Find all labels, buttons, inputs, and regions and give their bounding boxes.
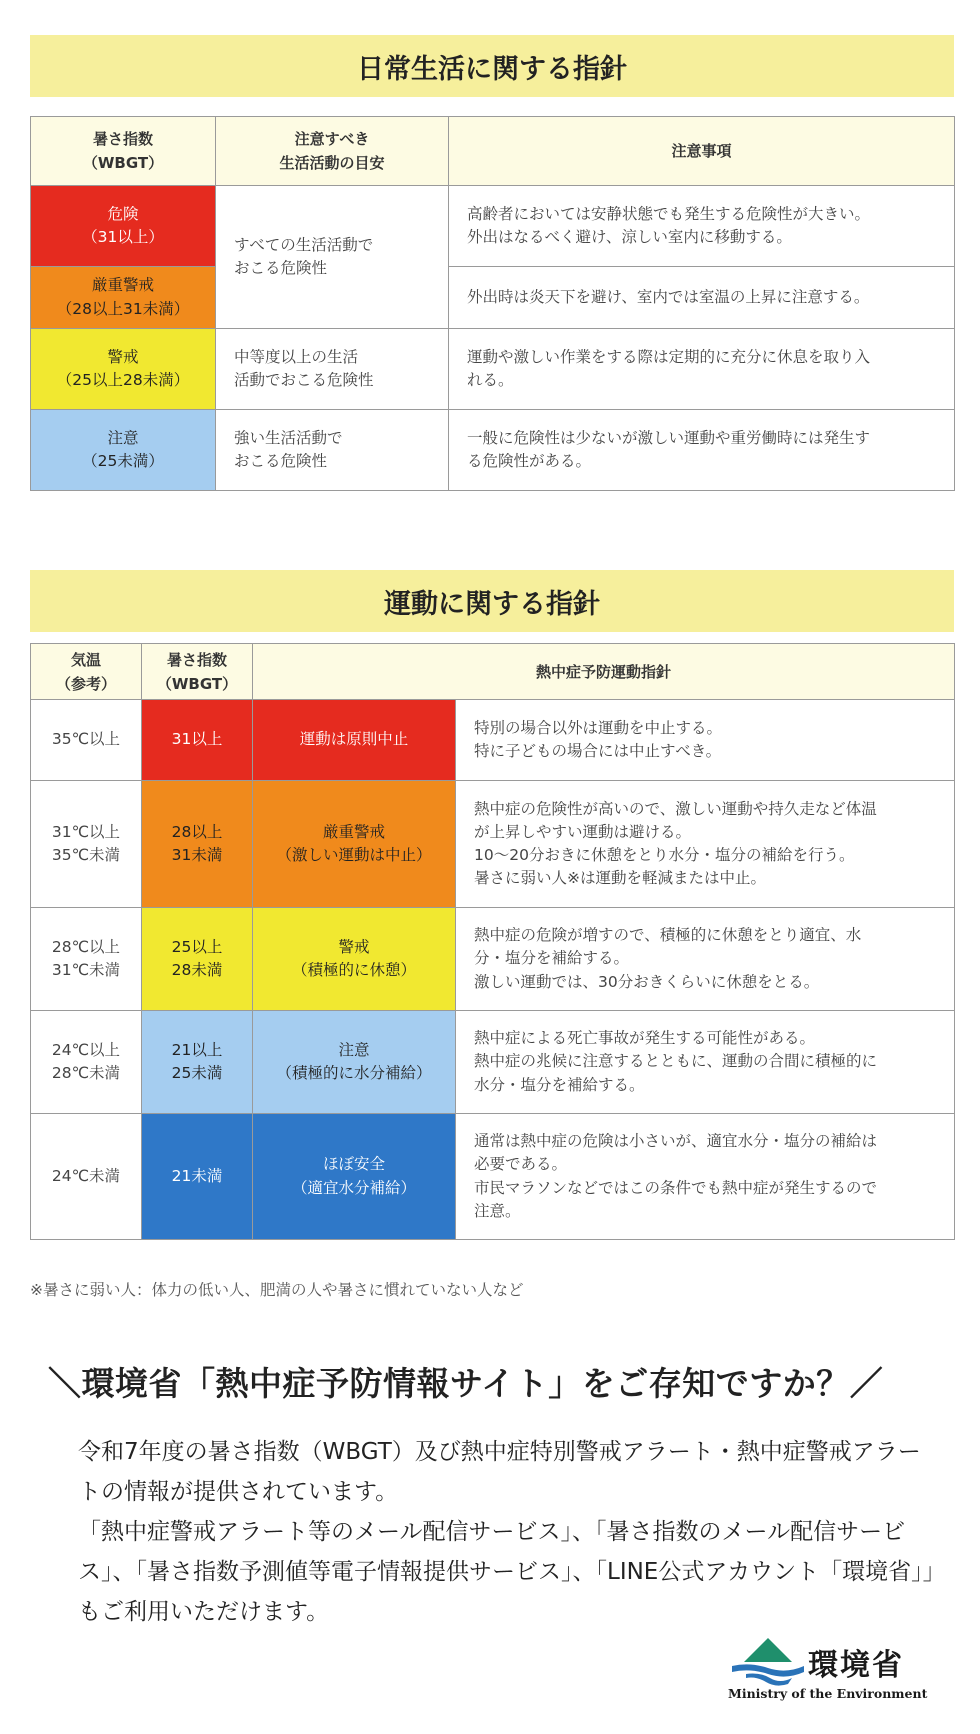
- temp-cell: 24℃以上 28℃未満: [31, 1011, 142, 1114]
- table-row: [31, 267, 955, 329]
- wbgt-cell: 21未満: [142, 1114, 253, 1240]
- table-row: [31, 1011, 955, 1114]
- table-row: [31, 329, 955, 410]
- table-row: [31, 1114, 955, 1240]
- table-row: [31, 186, 955, 267]
- note-cell: 特別の場合以外は運動を中止する。 特に子どもの場合には中止すべき。: [456, 700, 955, 781]
- note-cell: 熱中症の危険が増すので、積極的に休憩をとり適宜、水 分・塩分を補給する。 激しい運動では、30分おきくらいに休憩をとる。: [456, 908, 955, 1011]
- ministry-emblem-icon: [728, 1636, 808, 1688]
- note-cell: 通常は熱中症の危険は小さいが、適宜水分・塩分の補給は 必要である。 市民マラソンなどではこの条件でも熱中症が発生するので 注意。: [456, 1114, 955, 1240]
- daily-guideline-table: [30, 116, 955, 491]
- activity-cell: 強い生活活動で おこる危険性: [216, 410, 449, 491]
- activity-cell: すべての生活活動で おこる危険性: [216, 186, 449, 329]
- note-cell: 熱中症の危険性が高いので、激しい運動や持久走など体温 が上昇しやすい運動は避ける。 10～20分おきに休憩をとり水分・塩分の補給を行う。 暑さに弱い人※は運動を軽減または中止。: [456, 781, 955, 908]
- header-activity: 注意すべき 生活活動の目安: [216, 117, 449, 186]
- level-safe: ほぼ安全 （適宜水分補給）: [253, 1114, 456, 1240]
- table-row: [31, 908, 955, 1011]
- level-warning: 警戒 （積極的に休憩）: [253, 908, 456, 1011]
- table-row: [31, 700, 955, 781]
- ministry-name-en: Ministry of the Environment: [728, 1686, 928, 1701]
- level-danger: 危険 （31以上）: [31, 186, 216, 267]
- exercise-guideline-table: [30, 643, 955, 1240]
- daily-guideline-title: 日常生活に関する指針: [30, 35, 954, 97]
- level-severe: 厳重警戒 （激しい運動は中止）: [253, 781, 456, 908]
- temp-cell: 31℃以上 35℃未満: [31, 781, 142, 908]
- temp-cell: 35℃以上: [31, 700, 142, 781]
- wbgt-cell: 25以上 28未満: [142, 908, 253, 1011]
- table-row: [31, 781, 955, 908]
- header-wbgt: 暑さ指数 （WBGT）: [31, 117, 216, 186]
- ministry-logo: [728, 1632, 928, 1712]
- level-severe: 厳重警戒 （28以上31未満）: [31, 267, 216, 329]
- wbgt-cell: 21以上 25未満: [142, 1011, 253, 1114]
- note-cell: 一般に危険性は少ないが激しい運動や重労働時には発生す る危険性がある。: [449, 410, 955, 491]
- cta-title: ＼環境省「熱中症予防情報サイト」をご存知ですか？／: [48, 1364, 884, 1403]
- table-row: [31, 410, 955, 491]
- level-caution: 注意 （25未満）: [31, 410, 216, 491]
- level-caution: 注意 （積極的に水分補給）: [253, 1011, 456, 1114]
- level-warning: 警戒 （25以上28未満）: [31, 329, 216, 410]
- level-stop-exercise: 運動は原則中止: [253, 700, 456, 781]
- table-header-row: [31, 644, 955, 700]
- header-wbgt: 暑さ指数 （WBGT）: [142, 644, 253, 700]
- wbgt-cell: 31以上: [142, 700, 253, 781]
- table-header-row: [31, 117, 955, 186]
- header-exercise-guideline: 熱中症予防運動指針: [253, 644, 955, 700]
- note-cell: 熱中症による死亡事故が発生する可能性がある。 熱中症の兆候に注意するとともに、運動の合間に積極的に 水分・塩分を補給する。: [456, 1011, 955, 1114]
- exercise-guideline-title: 運動に関する指針: [30, 570, 954, 632]
- header-notes: 注意事項: [449, 117, 955, 186]
- ministry-name-jp: 環境省: [808, 1648, 904, 1683]
- note-cell: 高齢者においては安静状態でも発生する危険性が大きい。 外出はなるべく避け、涼しい室内に移動する。: [449, 186, 955, 267]
- activity-cell: 中等度以上の生活 活動でおこる危険性: [216, 329, 449, 410]
- wbgt-cell: 28以上 31未満: [142, 781, 253, 908]
- temp-cell: 28℃以上 31℃未満: [31, 908, 142, 1011]
- footnote: ※暑さに弱い人：体力の低い人、肥満の人や暑さに慣れていない人など: [30, 1281, 524, 1299]
- note-cell: 外出時は炎天下を避け、室内では室温の上昇に注意する。: [449, 267, 955, 329]
- cta-body: 令和7年度の暑さ指数（WBGT）及び熱中症特別警戒アラート・熱中症警戒アラートの情報が提供されています。 「熱中症警戒アラート等のメール配信サービス」、「暑さ指数のメール配信サービス」、「暑さ指数予測値等電子情報提供サービス」、「LINE公式アカウント「環境省」」もご利用いただけます。: [78, 1439, 935, 1625]
- header-temperature: 気温 （参考）: [31, 644, 142, 700]
- note-cell: 運動や激しい作業をする際は定期的に充分に休息を取り入 れる。: [449, 329, 955, 410]
- temp-cell: 24℃未満: [31, 1114, 142, 1240]
